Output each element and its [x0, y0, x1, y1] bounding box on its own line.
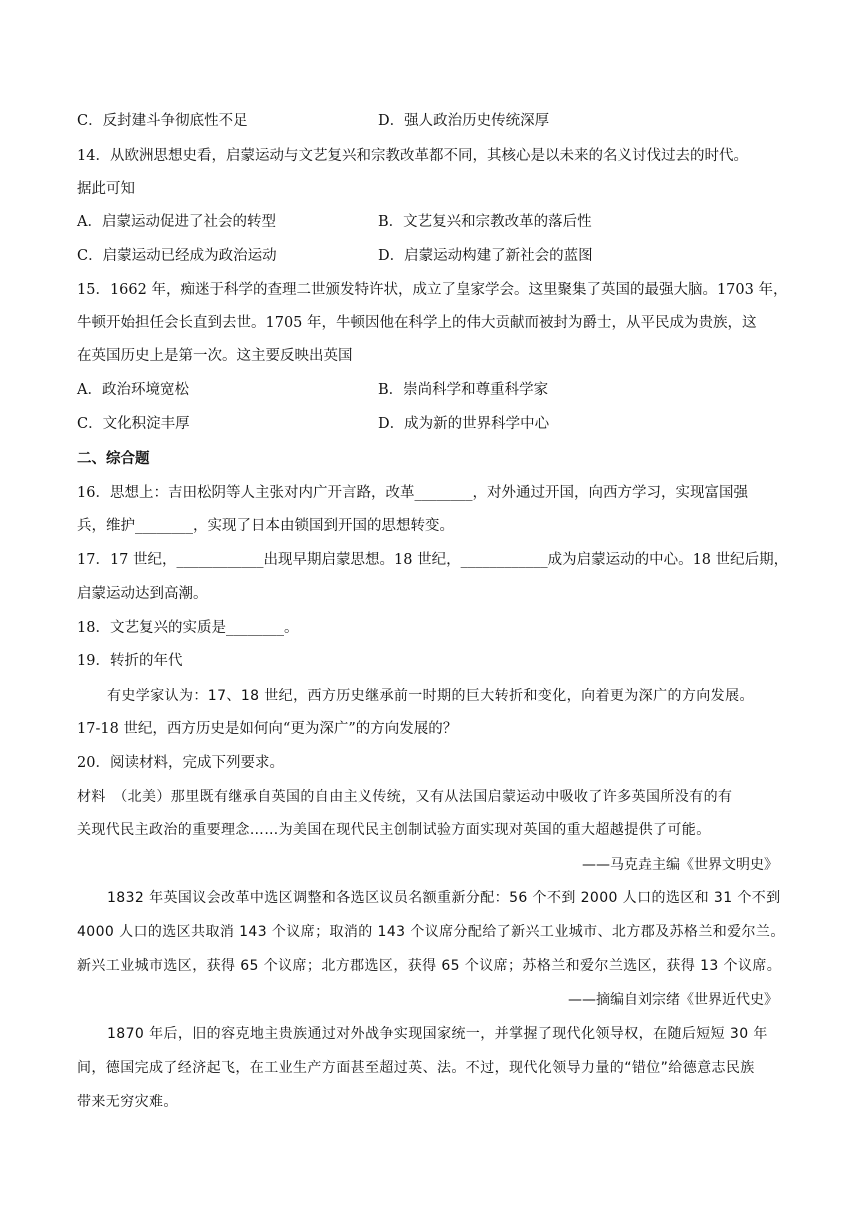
q20-material-2-source: ——摘编自刘宗绪《世界近代史》: [568, 992, 778, 1008]
q13-option-d: D．强人政治历史传统深厚: [378, 113, 550, 129]
q15-option-a: A．政治环境宽松: [77, 382, 189, 398]
q14-option-b: B．文艺复兴和宗教改革的落后性: [378, 214, 592, 230]
q20-material-2-cont: 4000 人口的选区共取消 143 个议席；取消的 143 个议席分配给了新兴工业城市、北方郡及苏格兰和爱尔兰。: [77, 924, 785, 940]
q20-material-1: 材料 （北美）那里既有继承自英国的自由主义传统，又有从法国启蒙运动中吸收了许多英国所没有的有: [77, 789, 733, 805]
q18-text: 18．文艺复兴的实质是________。: [77, 620, 299, 636]
q15-stem: 15．1662 年，痴迷于科学的查理二世颁发特许状，成立了皇家学会。这里聚集了英国的最强大脑。1703 年，: [77, 282, 788, 298]
q14-option-c: C．启蒙运动已经成为政治运动: [77, 248, 277, 264]
q15-option-b: B．崇尚科学和尊重科学家: [378, 382, 549, 398]
q20-title: 20．阅读材料，完成下列要求。: [77, 755, 284, 771]
q15-stem-cont: 牛顿开始担任会长直到去世。1705 年，牛顿因他在科学上的伟大贡献而被封为爵士，从平民成为贵族，这: [77, 315, 757, 331]
q14-option-d: D．启蒙运动构建了新社会的蓝图: [378, 248, 593, 264]
q14-stem-cont: 据此可知: [77, 181, 135, 197]
q20-material-3-cont: 间，德国完成了经济起飞，在工业生产方面甚至超过英、法。不过，现代化领导力量的“错位”给德意志民族: [77, 1060, 755, 1076]
q14-stem: 14．从欧洲思想史看，启蒙运动与文艺复兴和宗教改革都不同，其核心是以未来的名义讨伐过去的时代。: [77, 148, 748, 164]
q20-material-3-cont: 带来无穷灾难。: [77, 1094, 178, 1110]
q20-material-1-source: ——马克垚主编《世界文明史》: [582, 857, 778, 873]
q13-option-c: C．反封建斗争彻底性不足: [77, 113, 248, 129]
q19-title: 19．转折的年代: [77, 653, 183, 669]
q14-option-a: A．启蒙运动促进了社会的转型: [77, 214, 276, 230]
q16-text-cont: 兵，维护________，实现了日本由锁国到开国的思想转变。: [77, 518, 454, 534]
q19-question: 17-18 世纪，西方历史是如何向“更为深广”的方向发展的？: [77, 721, 458, 737]
q20-material-1-cont: 关现代民主政治的重要理念……为美国在现代民主创制试验方面实现对英国的重大超越提供了可能。: [77, 822, 711, 838]
q20-material-2-cont: 新兴工业城市选区，获得 65 个议席；北方郡选区，获得 65 个议席；苏格兰和爱尔兰选区，获得 13 个议席。: [77, 958, 782, 974]
q17-text-cont: 启蒙运动达到高潮。: [77, 586, 208, 602]
q20-material-2: 1832 年英国议会改革中选区调整和各选区议员名额重新分配：56 个不到 2000 人口的选区和 31 个不到: [107, 890, 781, 906]
q15-stem-cont: 在英国历史上是第一次。这主要反映出英国: [77, 348, 353, 364]
section-heading: 二、综合题: [77, 450, 150, 467]
q16-text: 16．思想上：吉田松阴等人主张对内广开言路，改革________，对外通过开国，向西方学习，实现富国强: [77, 485, 748, 501]
q19-material: 有史学家认为：17、18 世纪，西方历史继承前一时期的巨大转折和变化，向着更为深广的方向发展。: [107, 688, 754, 704]
q20-material-3: 1870 年后，旧的容克地主贵族通过对外战争实现国家统一，并掌握了现代化领导权，在随后短短 30 年: [107, 1026, 768, 1042]
q17-text: 17．17 世纪，____________出现早期启蒙思想。18 世纪，____________成为启蒙运动的中心。18 世纪后期，: [77, 552, 789, 568]
q15-option-c: C．文化积淀丰厚: [77, 416, 190, 432]
q15-option-d: D．成为新的世界科学中心: [378, 416, 550, 432]
